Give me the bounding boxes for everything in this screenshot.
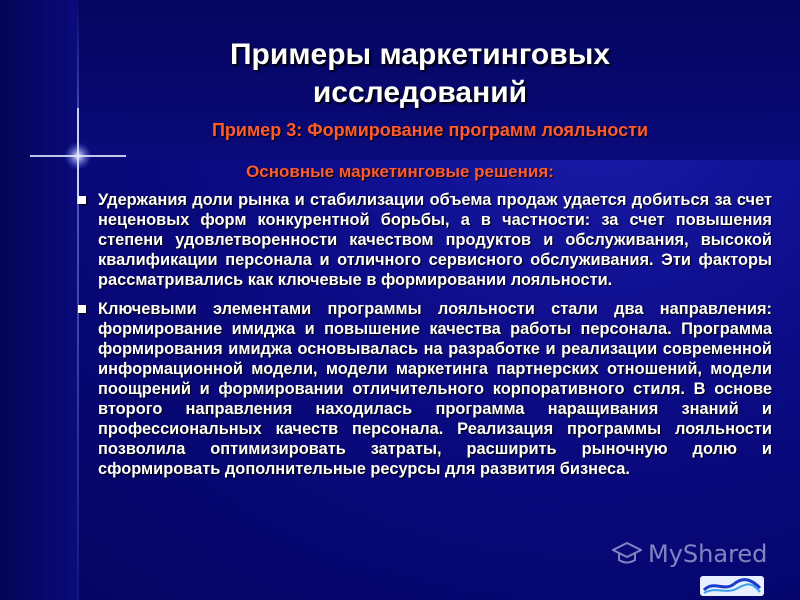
bullet-text: Удержания доли рынка и стабилизации объема продаж удается добиться за счет неценовых форм конкурентной борьбы, а в частности: за счет повышения степени удовлетворенности качеством продуктов и обслуживания, высокой квалификации персонала и отличного сервисного обслуживания. Эти факторы рассматривались как ключевые в формировании лояльности. (98, 191, 772, 289)
logo (700, 576, 764, 596)
watermark (612, 536, 792, 572)
bullet-item (76, 299, 772, 479)
cap-icon (612, 539, 642, 569)
bullet-marker-icon (78, 305, 86, 313)
watermark-text: MyShared (648, 540, 768, 568)
title-line-1: Примеры маркетинговых (229, 38, 611, 71)
bullet-item (76, 190, 772, 290)
bullet-text: Ключевыми элементами программы лояльности стали два направления: формирование имиджа и повышение качества работы персонала. Программа формирования имиджа основывалась на разработке и реализации современной информационной модели, модели маркетинга партнерских отношений, модели поощрений и формировании отличительного корпоративного стиля. В основе второго направления находилась программа наращивания знаний и профессиональных качеств персонала. Реализация программы лояльности позволила оптимизировать затраты, расширить рыночную долю и сформировать дополнительные ресурсы для развития бизнеса. (98, 300, 772, 478)
page-title (150, 36, 690, 112)
title-line-2: исследований (312, 76, 528, 109)
section-heading: Основные маркетинговые решения: (246, 162, 554, 181)
subtitle: Пример 3: Формирование программ лояльности (211, 120, 649, 140)
left-band (0, 0, 78, 600)
bullet-marker-icon (78, 196, 86, 204)
bullet-list (76, 190, 772, 488)
